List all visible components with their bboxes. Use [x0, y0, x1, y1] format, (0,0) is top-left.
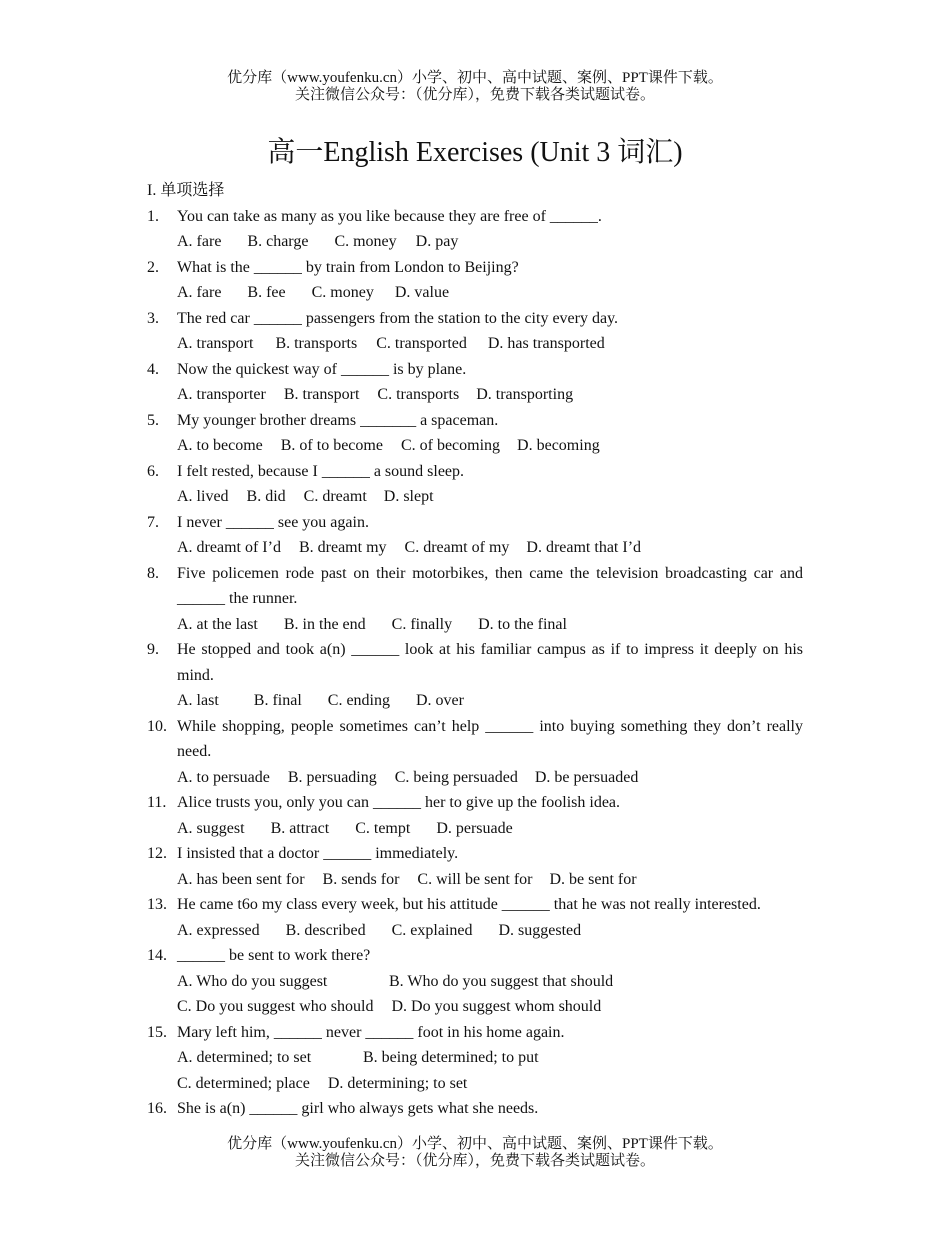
answer-option[interactable]: B. persuading — [287, 768, 377, 786]
question-item — [147, 459, 803, 510]
question-line — [147, 255, 803, 281]
answer-option[interactable]: D. be sent for — [549, 870, 637, 888]
page-header — [0, 70, 950, 104]
question-number: 6. — [147, 462, 159, 480]
answer-option[interactable]: D. slept — [383, 488, 434, 505]
question-item — [147, 1020, 803, 1097]
question-stem: I insisted that a doctor ______ immediately. — [177, 845, 459, 862]
answer-option[interactable]: B. transports — [275, 335, 358, 352]
header-line-1: 优分库（www.youfenku.cn）小学、初中、高中试题、案例、PPT课件下载。 — [227, 70, 723, 86]
question-stem: While shopping, people sometimes can’t help ______ into buying something they don’t really need. — [177, 717, 803, 760]
answer-option[interactable]: A. transport — [177, 335, 254, 352]
question-stem: The red car ______ passengers from the station to the city every day. — [177, 309, 619, 327]
question-line — [147, 306, 803, 332]
question-stem: She is a(n) ______ girl who always gets what she needs. — [177, 1100, 539, 1117]
question-line — [147, 892, 803, 918]
question-number: 16. — [147, 1100, 167, 1117]
answer-option[interactable]: A. has been sent for — [177, 870, 305, 888]
question-item — [147, 1096, 803, 1122]
answer-option[interactable]: B. attract — [270, 819, 330, 837]
answer-option[interactable]: B. of to become — [280, 437, 383, 454]
answer-option[interactable]: C. money — [311, 284, 374, 301]
question-item — [147, 204, 803, 255]
answer-option[interactable]: C. tempt — [355, 819, 411, 837]
answer-option[interactable]: A. last — [177, 692, 219, 709]
question-line — [147, 841, 803, 867]
answer-option[interactable]: C. of becoming — [400, 437, 501, 454]
answer-option[interactable]: B. did — [246, 488, 286, 505]
page-title: 高一English Exercises (Unit 3 词汇) — [267, 137, 683, 168]
option-row — [147, 969, 803, 995]
option-row — [147, 433, 803, 459]
answer-option[interactable]: B. transport — [283, 386, 360, 403]
question-line — [147, 459, 803, 485]
answer-option[interactable]: D. value — [394, 284, 450, 301]
option-row — [147, 612, 803, 638]
question-line — [147, 408, 803, 434]
question-item — [147, 841, 803, 892]
answer-option[interactable]: B. dreamt my — [298, 539, 387, 556]
footer-line-1: 优分库（www.youfenku.cn）小学、初中、高中试题、案例、PPT课件下载。 — [227, 1136, 723, 1152]
option-row — [147, 382, 803, 408]
question-item — [147, 790, 803, 841]
question-stem: Alice trusts you, only you can ______ her to give up the foolish idea. — [177, 794, 621, 811]
question-item — [147, 714, 803, 791]
question-item — [147, 561, 803, 638]
question-number: 12. — [147, 845, 167, 862]
answer-option[interactable]: C. ending — [327, 692, 390, 709]
answer-option[interactable]: C. dreamt of my — [404, 539, 510, 556]
answer-option[interactable]: C. money — [334, 233, 397, 250]
answer-option[interactable]: C. being persuaded — [394, 768, 518, 786]
answer-option[interactable]: D. Do you suggest whom should — [391, 998, 602, 1015]
question-number: 7. — [147, 513, 159, 531]
exercise-content — [147, 178, 803, 1122]
answer-option[interactable]: B. charge — [247, 233, 309, 250]
question-list — [147, 204, 803, 1122]
question-number: 3. — [147, 309, 159, 327]
answer-option[interactable]: D. persuade — [436, 819, 513, 837]
question-number: 11. — [147, 794, 167, 811]
answer-option[interactable]: C. transports — [377, 386, 460, 403]
question-line — [147, 357, 803, 383]
answer-option[interactable]: D. transporting — [476, 386, 574, 403]
header-line-2: 关注微信公众号：（优分库），免费下载各类试题试卷。 — [294, 87, 655, 103]
answer-option[interactable]: B. in the end — [283, 615, 366, 633]
question-number: 1. — [147, 207, 159, 225]
option-row — [147, 331, 803, 357]
question-item — [147, 357, 803, 408]
option-row — [147, 484, 803, 510]
answer-option[interactable]: D. suggested — [498, 921, 582, 939]
answer-option[interactable]: C. transported — [376, 335, 467, 352]
question-item — [147, 637, 803, 714]
answer-option[interactable]: A. dreamt of I’d — [177, 539, 281, 556]
question-number: 13. — [147, 896, 167, 913]
question-item — [147, 255, 803, 306]
answer-option[interactable]: C. dreamt — [303, 488, 367, 505]
answer-option[interactable]: B. Who do you suggest that should — [389, 972, 614, 990]
question-number: 10. — [147, 717, 167, 735]
question-stem: I never ______ see you again. — [177, 513, 369, 531]
answer-option[interactable]: D. has transported — [487, 335, 605, 352]
answer-option[interactable]: D. determining; to set — [327, 1074, 468, 1092]
answer-option[interactable]: D. over — [416, 692, 464, 709]
answer-option[interactable]: A. determined; to set — [177, 1049, 312, 1066]
question-number: 15. — [147, 1023, 167, 1041]
question-stem: He came t6o my class every week, but his attitude ______ that he was not really interested. — [177, 896, 761, 913]
answer-option[interactable]: A. fare — [177, 284, 222, 301]
answer-option[interactable]: B. sends for — [322, 870, 400, 888]
answer-option[interactable]: A. fare — [177, 233, 222, 250]
question-stem: He stopped and took a(n) ______ look at his familiar campus as if to impress it deeply on his mind. — [177, 641, 803, 684]
question-line — [147, 1096, 803, 1122]
question-stem: I felt rested, because I ______ a sound sleep. — [177, 462, 465, 480]
option-row — [147, 229, 803, 255]
page-footer — [0, 1136, 950, 1170]
question-number: 8. — [147, 564, 159, 582]
answer-option[interactable]: A. transporter — [177, 386, 266, 403]
question-stem: Five policemen rode past on their motorbikes, then came the television broadcasting car and ______ the runner. — [177, 564, 803, 607]
question-stem: Now the quickest way of ______ is by plane. — [177, 360, 467, 378]
option-row — [147, 280, 803, 306]
question-line — [147, 1020, 803, 1046]
question-number: 5. — [147, 411, 159, 429]
answer-option[interactable]: A. Who do you suggest — [177, 972, 328, 990]
answer-option[interactable]: C. will be sent for — [417, 870, 533, 888]
question-stem: My younger brother dreams _______ a spaceman. — [177, 411, 499, 429]
answer-option[interactable]: D. be persuaded — [534, 768, 639, 786]
answer-option[interactable]: C. determined; place — [177, 1074, 310, 1092]
question-line — [147, 637, 803, 688]
question-stem: You can take as many as you like because they are free of ______. — [177, 207, 602, 225]
question-item — [147, 510, 803, 561]
option-row — [147, 994, 803, 1020]
option-row — [147, 765, 803, 791]
answer-option[interactable]: B. described — [285, 921, 366, 939]
option-row — [147, 535, 803, 561]
option-row — [147, 688, 803, 714]
answer-option[interactable]: B. being determined; to put — [363, 1049, 539, 1066]
question-number: 4. — [147, 360, 159, 378]
option-row — [147, 918, 803, 944]
question-item — [147, 943, 803, 1020]
question-stem: ______ be sent to work there? — [177, 947, 371, 964]
answer-option[interactable]: C. explained — [391, 921, 473, 939]
footer-line-2: 关注微信公众号：（优分库），免费下载各类试题试卷。 — [294, 1153, 655, 1169]
question-line — [147, 204, 803, 230]
option-row — [147, 867, 803, 893]
answer-option[interactable]: A. to persuade — [177, 768, 270, 786]
option-row — [147, 1045, 803, 1071]
answer-option[interactable]: D. pay — [415, 233, 459, 250]
answer-option[interactable]: A. at the last — [177, 615, 258, 633]
question-item — [147, 408, 803, 459]
answer-option[interactable]: A. lived — [177, 488, 229, 505]
section-heading: I. 单项选择 — [147, 182, 225, 199]
answer-option[interactable]: D. dreamt that I’d — [526, 539, 642, 556]
question-number: 14. — [147, 947, 167, 964]
option-row — [147, 816, 803, 842]
question-line — [147, 510, 803, 536]
answer-option[interactable]: B. final — [253, 692, 302, 709]
question-stem: Mary left him, ______ never ______ foot in his home again. — [177, 1023, 565, 1041]
question-line — [147, 943, 803, 969]
question-number: 9. — [147, 641, 159, 658]
answer-option[interactable]: C. finally — [391, 615, 453, 633]
question-item — [147, 892, 803, 943]
question-line — [147, 790, 803, 816]
answer-option[interactable]: C. Do you suggest who should — [177, 998, 374, 1015]
answer-option[interactable]: A. to become — [177, 437, 263, 454]
question-line — [147, 714, 803, 765]
answer-option[interactable]: A. expressed — [177, 921, 260, 939]
question-item — [147, 306, 803, 357]
question-stem: What is the ______ by train from London to Beijing? — [177, 258, 519, 276]
option-row — [147, 1071, 803, 1097]
question-number: 2. — [147, 258, 159, 276]
answer-option[interactable]: D. to the final — [478, 615, 567, 633]
answer-option[interactable]: A. suggest — [177, 819, 245, 837]
answer-option[interactable]: B. fee — [247, 284, 286, 301]
question-line — [147, 561, 803, 612]
answer-option[interactable]: D. becoming — [517, 437, 600, 454]
